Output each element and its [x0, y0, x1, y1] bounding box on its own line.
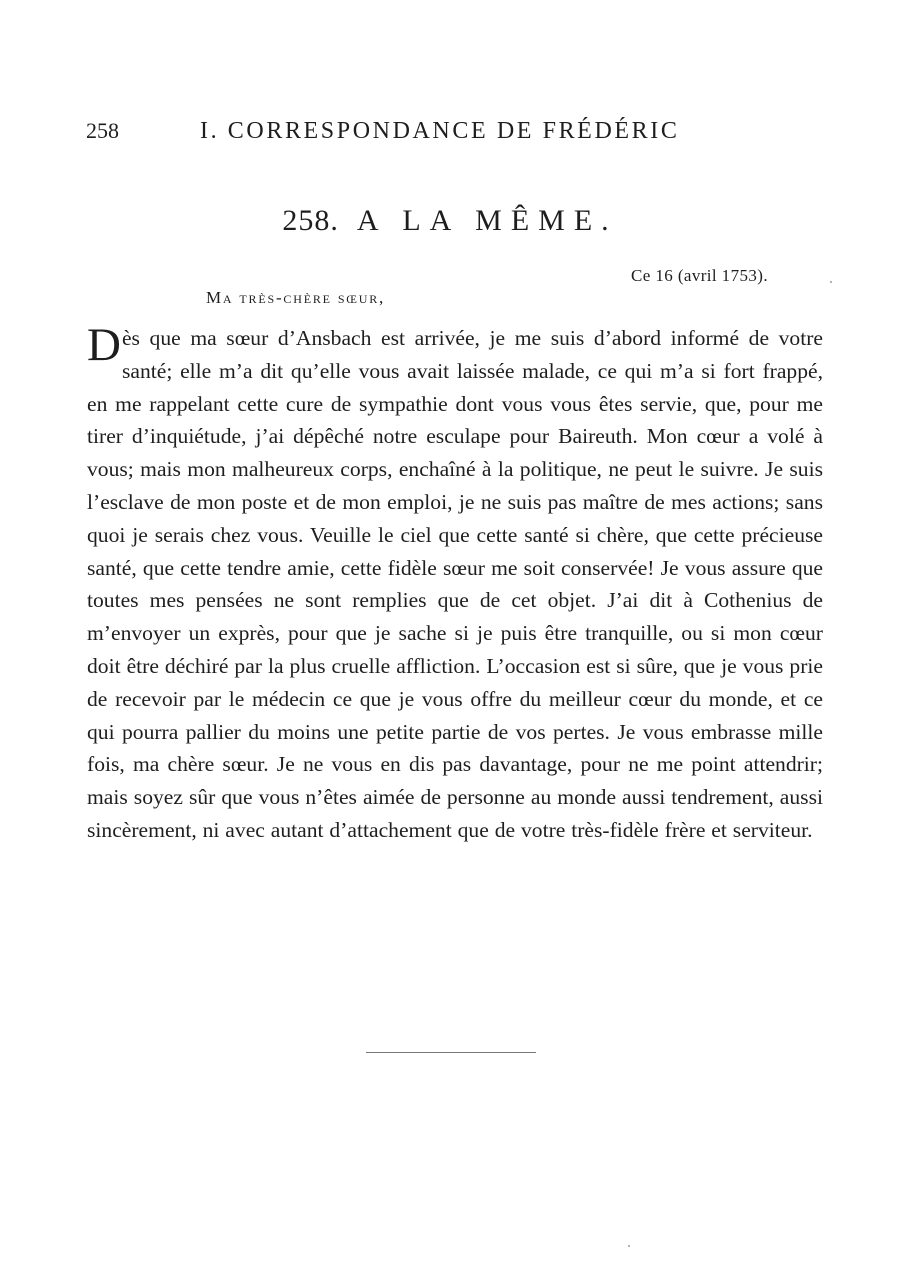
letter-title — [0, 204, 900, 238]
letter-heading: A LA MÊME. — [356, 204, 618, 237]
scan-speck — [830, 281, 832, 283]
letter-body-text: ès que ma sœur d’Ansbach est arrivée, je me suis d’abord informé de votre santé; elle m’a dit qu’elle vous avait laissée malade, ce qui m’a si fort frappé, en me rappelant cette cure de sympathie dont vous vous êtes servie, que, pour me tirer d’inquiétude, j’ai dépêché notre esculape pour Baireuth. Mon cœur a volé à vous; mais mon malheureux corps, enchaîné à la politique, ne peut le suivre. Je suis l’esclave de mon poste et de mon emploi, je ne suis pas maître de mes actions; sans quoi je serais chez vous. Veuille le ciel que cette santé si chère, que cette précieuse santé, que cette tendre amie, cette fidèle sœur me soit conservée! Je vous assure que toutes mes pensées ne sont remplies que de cet objet. J’ai dit à Cothenius de m’envoyer un exprès, pour que je sache si je puis être tranquille, ou si mon cœur doit être déchiré par la plus cruelle affliction. L’occasion est si sûre, que je vous prie de recevoir par le médecin ce que je vous offre du meilleur cœur du monde, et ce qui pourra pallier du moins une petite partie de vos pertes. Je vous embrasse mille fois, ma chère sœur. Je ne vous en dis pas davantage, pour ne me point attendrir; mais soyez sûr que vous n’êtes aimée de personne au monde aussi tendrement, aussi sincèrement, ni avec autant d’attachement que de votre très-fidèle frère et serviteur. — [87, 326, 823, 842]
letter-date: Ce 16 (avril 1753). — [631, 266, 768, 285]
scan-speck — [628, 1245, 630, 1247]
running-head — [86, 118, 726, 152]
drop-cap: D — [87, 319, 121, 371]
salutation: Ma très-chère sœur, — [206, 288, 386, 307]
letter-body — [87, 319, 823, 847]
page-number: 258 — [86, 118, 119, 143]
running-title: I. CORRESPONDANCE DE FRÉDÉRIC — [200, 118, 680, 144]
letter-number: 258. — [282, 204, 339, 237]
closing-rule — [366, 1052, 536, 1053]
